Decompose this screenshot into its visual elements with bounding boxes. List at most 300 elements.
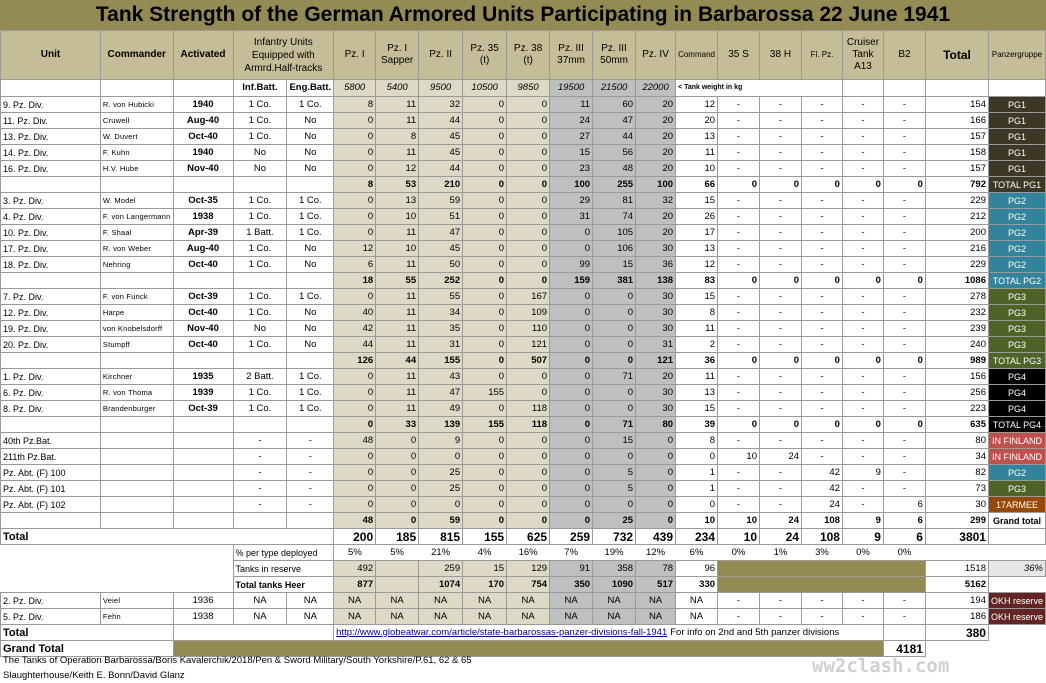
weight-pz-ii: 9500 <box>419 80 463 97</box>
header-pz-iii-50mm: Pz. III 50mm <box>593 31 636 80</box>
cell-pz-35t: 0 <box>463 401 507 417</box>
cell-pz-i-sapper: 11 <box>376 289 419 305</box>
cell-35s: - <box>718 497 760 513</box>
eng-batt: - <box>287 497 334 513</box>
cell-35s: - <box>718 129 760 145</box>
cell-pz-iii-37: 0 <box>550 337 593 353</box>
inf-batt: No <box>233 321 287 337</box>
cell-cruiser-a13: - <box>842 241 883 257</box>
cell-fl-pz: 0 <box>801 273 842 289</box>
panzergruppe-badge: PG2 <box>988 257 1045 273</box>
eng-batt: - <box>287 481 334 497</box>
unit-total: 256 <box>925 385 988 401</box>
cell-35s: - <box>718 145 760 161</box>
inf-batt: 1 Co. <box>233 241 287 257</box>
unit-name: 8. Pz. Div. <box>1 401 101 417</box>
blank-cell <box>1 545 234 561</box>
cell-pz-i-sapper: 8 <box>376 129 419 145</box>
cell-pz-i-sapper: 13 <box>376 193 419 209</box>
inf-batt <box>233 417 287 433</box>
commander-name <box>100 481 173 497</box>
cell-fl-pz: - <box>801 209 842 225</box>
cell-pz-35t: 0 <box>463 145 507 161</box>
commander-name: Harpe <box>100 305 173 321</box>
cell-pz-38t: 0 <box>507 193 550 209</box>
unit-total: 216 <box>925 241 988 257</box>
eng-batt: 1 Co. <box>287 193 334 209</box>
cell-pz-i-sapper: 44 <box>376 353 419 369</box>
eng-batt: No <box>287 305 334 321</box>
cell-command: 10 <box>676 161 718 177</box>
cell-38h: 0 <box>760 353 802 369</box>
pct-pz-i-sapper: 5% <box>390 546 404 558</box>
cell-35s: 0 <box>718 353 760 369</box>
cell-35s: - <box>718 481 760 497</box>
okh-note-cell <box>334 625 884 641</box>
cell-b2: - <box>883 465 925 481</box>
commander-name: R. von Weber <box>100 241 173 257</box>
activated-date: Oct-40 <box>173 129 233 145</box>
unit-total: 200 <box>925 225 988 241</box>
cell-pz-35t: 0 <box>463 241 507 257</box>
header-cruiser-tank-a13: Cruiser Tank A13 <box>842 31 883 80</box>
cell-pz-ii: 45 <box>419 129 463 145</box>
cell-pz-i: NA <box>334 593 376 609</box>
unit-name: 40th Pz.Bat. <box>1 433 101 449</box>
cell-cruiser-a13: - <box>842 593 883 609</box>
activated-date <box>173 481 233 497</box>
cell-pz-35t: 155 <box>463 385 507 401</box>
panzergruppe-badge: TOTAL PG1 <box>988 177 1045 193</box>
subtotal-row <box>1 273 1046 289</box>
cell-pz-ii: 139 <box>419 417 463 433</box>
cell-pz-i: 48 <box>334 513 376 529</box>
cell-pz-iii-37: 159 <box>550 273 593 289</box>
eng-batt: - <box>287 465 334 481</box>
commander-name <box>100 465 173 481</box>
cell-pz-iii-50: 71 <box>593 417 636 433</box>
eng-batt: No <box>287 161 334 177</box>
cell-pz-38t: 0 <box>507 209 550 225</box>
total-grand: 3801 <box>925 529 988 545</box>
grand-total-label: Grand Total <box>1 641 174 657</box>
pct-pz-35t: 4% <box>477 546 492 558</box>
cell-pz-iii-37: 0 <box>550 225 593 241</box>
total-label: Total <box>1 529 334 545</box>
unit-row <box>1 113 1046 129</box>
cell-b2: - <box>883 449 925 465</box>
cell-pz-iv: 0 <box>636 481 676 497</box>
cell-cruiser-a13: - <box>842 497 883 513</box>
panzergruppe-badge: PG3 <box>988 305 1045 321</box>
cell-pz-35t: NA <box>463 593 507 609</box>
cell-pz-iv: 0 <box>636 497 676 513</box>
panzergruppe-badge: PG3 <box>988 321 1045 337</box>
inf-batt: - <box>233 465 287 481</box>
panzergruppe-badge: PG2 <box>988 465 1045 481</box>
cell-pz-i-sapper: 11 <box>376 401 419 417</box>
cell-pz-ii: 59 <box>419 513 463 529</box>
cell-35s: - <box>718 193 760 209</box>
cell-command: 13 <box>676 129 718 145</box>
cell-fl-pz: - <box>801 401 842 417</box>
cell-b2: 0 <box>883 177 925 193</box>
eng-batt <box>287 177 334 193</box>
eng-batt: No <box>287 145 334 161</box>
cell-pz-i: 0 <box>334 145 376 161</box>
heer-total: 5162 <box>925 577 988 593</box>
cell-b2: - <box>883 369 925 385</box>
cell-pz-iii-50: 0 <box>593 449 636 465</box>
cell-pz-38t: 0 <box>507 161 550 177</box>
cell-pz-iii-50: 5 <box>593 481 636 497</box>
cell-b2: - <box>883 305 925 321</box>
cell-pz-i: 0 <box>334 289 376 305</box>
cell-pz-iii-37: 0 <box>550 401 593 417</box>
cell-b2: 0 <box>883 353 925 369</box>
inf-batt: 1 Co. <box>233 385 287 401</box>
cell-pz-i: 8 <box>334 97 376 113</box>
subtotal-row <box>1 353 1046 369</box>
cell-fl-pz: 24 <box>801 497 842 513</box>
weight-pz-iv: 22000 <box>636 80 676 97</box>
total-35s: 10 <box>718 529 760 545</box>
blank-cell <box>988 545 1045 561</box>
cell-pz-iii-50: 255 <box>593 177 636 193</box>
cell-38h: 0 <box>760 177 802 193</box>
cell-b2: - <box>883 257 925 273</box>
cell-command: 8 <box>676 305 718 321</box>
cell-fl-pz: - <box>801 305 842 321</box>
cell-command: NA <box>676 593 718 609</box>
cell-pz-i-sapper: 11 <box>376 369 419 385</box>
cell-command: 13 <box>676 241 718 257</box>
unit-name: 19. Pz. Div. <box>1 321 101 337</box>
eng-batt: 1 Co. <box>287 401 334 417</box>
cell-pz-35t: 0 <box>463 193 507 209</box>
unit-name: 10. Pz. Div. <box>1 225 101 241</box>
inf-batt: 1 Co. <box>233 113 287 129</box>
weight-note: < Tank weight in kg <box>676 80 843 97</box>
inf-batt: 1 Co. <box>233 401 287 417</box>
cell-pz-iv: 0 <box>636 433 676 449</box>
cell-pz-i: 0 <box>334 465 376 481</box>
cell-command: 11 <box>676 321 718 337</box>
cell-38h: - <box>760 209 802 225</box>
eng-batt: NA <box>287 609 334 625</box>
commander-name: R. von Hubicki <box>100 97 173 113</box>
cell-pz-iv: 20 <box>636 129 676 145</box>
cell-pz-iv: 20 <box>636 369 676 385</box>
unit-total: 157 <box>925 161 988 177</box>
cell-pz-35t: 155 <box>463 417 507 433</box>
cell-pz-iii-50: 0 <box>593 353 636 369</box>
cell-command: 0 <box>676 449 718 465</box>
cell-pz-i: 44 <box>334 337 376 353</box>
inf-batt: NA <box>233 593 287 609</box>
cell-pz-35t: 0 <box>463 337 507 353</box>
unit-total: 154 <box>925 97 988 113</box>
unit-total: 212 <box>925 209 988 225</box>
eng-batt: 1 Co. <box>287 209 334 225</box>
cell-pz-iii-37: 29 <box>550 193 593 209</box>
unit-name: Pz. Abt. (F) 100 <box>1 465 101 481</box>
heer-pz-iii-37: 350 <box>550 577 593 593</box>
cell-38h: - <box>760 337 802 353</box>
cell-fl-pz: 108 <box>801 513 842 529</box>
inf-batt: 1 Co. <box>233 129 287 145</box>
total-pz-iv: 439 <box>636 529 676 545</box>
cell-pz-iv: 30 <box>636 385 676 401</box>
cell-command: 12 <box>676 257 718 273</box>
heer-olive-block <box>718 577 926 593</box>
weight-pz-iii-50: 21500 <box>593 80 636 97</box>
cell-pz-i: 0 <box>334 385 376 401</box>
header-pz-38t: Pz. 38 (t) <box>507 31 550 80</box>
eng-batt: No <box>287 257 334 273</box>
cell-pz-i-sapper: 12 <box>376 161 419 177</box>
cell-b2: - <box>883 145 925 161</box>
cell-pz-iv: 0 <box>636 465 676 481</box>
cell-pz-iv: 30 <box>636 305 676 321</box>
total-command: 234 <box>676 529 718 545</box>
cell-35s: - <box>718 433 760 449</box>
reserve-pz-iii-50: 358 <box>593 561 636 577</box>
pct-cruiser-a13: 0% <box>856 546 870 558</box>
unit-name: 20. Pz. Div. <box>1 337 101 353</box>
panzergruppe-badge: PG4 <box>988 369 1045 385</box>
cell-38h: - <box>760 129 802 145</box>
cell-pz-ii: 44 <box>419 161 463 177</box>
pct-command: 6% <box>689 546 704 558</box>
cell-pz-iv: 0 <box>636 513 676 529</box>
cell-pz-i-sapper: 11 <box>376 145 419 161</box>
reserve-total: 1518 <box>925 561 988 577</box>
cell-b2: 6 <box>883 513 925 529</box>
panzergruppe-badge: TOTAL PG2 <box>988 273 1045 289</box>
total-fl-pz: 108 <box>801 529 842 545</box>
heer-pz-35t: 170 <box>463 577 507 593</box>
unit-name: 7. Pz. Div. <box>1 289 101 305</box>
unit-name <box>1 177 101 193</box>
cell-pz-i-sapper: 0 <box>376 513 419 529</box>
panzergruppe-badge: IN FINLAND <box>988 433 1045 449</box>
cell-b2: - <box>883 129 925 145</box>
eng-batt <box>287 513 334 529</box>
cell-pz-38t: 0 <box>507 257 550 273</box>
source-line-2: Slaughterhouse/Keith E. Bonn/David Glanz <box>3 670 185 681</box>
okh-badge: OKH reserve <box>988 593 1045 609</box>
cell-fl-pz: - <box>801 193 842 209</box>
unit-total: 229 <box>925 257 988 273</box>
cell-b2: - <box>883 241 925 257</box>
subtotal-row <box>1 513 1046 529</box>
cell-pz-35t: 0 <box>463 225 507 241</box>
total-pz-35t: 155 <box>463 529 507 545</box>
header-pz-iii-37mm: Pz. III 37mm <box>550 31 593 80</box>
cell-command: 15 <box>676 401 718 417</box>
heer-pz-i-sapper <box>376 577 419 593</box>
eng-batt: 1 Co. <box>287 97 334 113</box>
cell-pz-i-sapper: 11 <box>376 225 419 241</box>
unit-row <box>1 401 1046 417</box>
cell-pz-ii: 47 <box>419 225 463 241</box>
unit-name: Pz. Abt. (F) 102 <box>1 497 101 513</box>
cell-command: 1 <box>676 465 718 481</box>
cell-pz-i: 0 <box>334 161 376 177</box>
cell-pz-iii-50: NA <box>593 609 636 625</box>
blank-cell <box>883 625 925 641</box>
activated-date: 1935 <box>173 369 233 385</box>
unit-total: 232 <box>925 305 988 321</box>
cell-pz-iii-50: 0 <box>593 305 636 321</box>
cell-pz-i: 0 <box>334 401 376 417</box>
watermark: ww2clash.com <box>812 655 950 677</box>
cell-pz-i: 0 <box>334 129 376 145</box>
cell-35s: - <box>718 337 760 353</box>
weight-pz-i: 5800 <box>334 80 376 97</box>
cell-38h: 24 <box>760 449 802 465</box>
commander-name <box>100 497 173 513</box>
cell-35s: - <box>718 321 760 337</box>
panzergruppe-badge: PG1 <box>988 129 1045 145</box>
inf-batt: - <box>233 481 287 497</box>
cell-pz-35t: 0 <box>463 513 507 529</box>
cell-35s: 10 <box>718 449 760 465</box>
activated-date: 1938 <box>173 609 233 625</box>
commander-name <box>100 513 173 529</box>
activated-date: Oct-39 <box>173 289 233 305</box>
cell-b2: 0 <box>883 417 925 433</box>
unit-row <box>1 97 1046 113</box>
heer-pz-ii: 1074 <box>419 577 463 593</box>
reserve-pz-i-sapper <box>376 561 419 577</box>
cell-pz-35t: NA <box>463 609 507 625</box>
okh-row <box>1 609 1046 625</box>
cell-35s: - <box>718 305 760 321</box>
unit-name: 5. Pz. Div. <box>1 609 101 625</box>
total-pz-38t: 625 <box>507 529 550 545</box>
cell-command: 11 <box>676 145 718 161</box>
eng-batt: - <box>287 449 334 465</box>
header-35s: 35 S <box>718 31 760 80</box>
header-panzergruppe: Panzergruppe <box>988 31 1045 80</box>
cell-pz-iii-50: 0 <box>593 321 636 337</box>
pct-35s: 0% <box>731 546 746 558</box>
cell-pz-i-sapper: 53 <box>376 177 419 193</box>
commander-name: F. Kuhn <box>100 145 173 161</box>
cell-b2: 6 <box>883 497 925 513</box>
cell-pz-ii: 45 <box>419 145 463 161</box>
commander-name: H.V. Hube <box>100 161 173 177</box>
inf-batt: - <box>233 497 287 513</box>
header-b2: B2 <box>883 31 925 80</box>
unit-total: 635 <box>925 417 988 433</box>
eng-batt: NA <box>287 593 334 609</box>
unit-row <box>1 305 1046 321</box>
cell-b2: - <box>883 609 925 625</box>
cell-pz-35t: 0 <box>463 289 507 305</box>
cell-pz-iii-50: 56 <box>593 145 636 161</box>
unit-name <box>1 513 101 529</box>
blank-cell <box>1 577 234 593</box>
cell-pz-i: 48 <box>334 433 376 449</box>
header-commander: Commander <box>100 31 173 80</box>
blank-cell <box>1 80 101 97</box>
inf-batt <box>233 353 287 369</box>
cell-pz-iv: 20 <box>636 113 676 129</box>
inf-batt: No <box>233 161 287 177</box>
cell-pz-iii-37: 0 <box>550 369 593 385</box>
eng-batt: 1 Co. <box>287 225 334 241</box>
unit-total: 194 <box>925 593 988 609</box>
cell-pz-ii: 59 <box>419 193 463 209</box>
header-pz-35t: Pz. 35 (t) <box>463 31 507 80</box>
cell-b2: - <box>883 401 925 417</box>
activated-date: Nov-40 <box>173 161 233 177</box>
cell-38h: - <box>760 193 802 209</box>
cell-fl-pz: - <box>801 225 842 241</box>
activated-date <box>173 465 233 481</box>
unit-row <box>1 225 1046 241</box>
eng-batt <box>287 273 334 289</box>
cell-pz-ii: 50 <box>419 257 463 273</box>
activated-date <box>173 497 233 513</box>
okh-total: 380 <box>925 625 988 641</box>
cell-35s: - <box>718 369 760 385</box>
cell-pz-i-sapper: 0 <box>376 465 419 481</box>
cell-38h: - <box>760 145 802 161</box>
okh-total-row <box>1 625 1046 641</box>
pct-pz-iii-37: 7% <box>564 546 578 558</box>
cell-pz-i-sapper: NA <box>376 593 419 609</box>
cell-pz-35t: 0 <box>463 273 507 289</box>
reserve-olive-block <box>718 561 926 577</box>
eng-batt <box>287 417 334 433</box>
cell-38h: - <box>760 609 802 625</box>
cell-pz-i-sapper: 11 <box>376 97 419 113</box>
pct-pz-38t: 16% <box>518 546 538 558</box>
globeatwar-link[interactable]: http://www.globeatwar.com/article/state-barbarossas-panzer-divisions-fall-1941 <box>336 626 668 638</box>
cell-pz-35t: 0 <box>463 497 507 513</box>
cell-pz-ii: 0 <box>419 449 463 465</box>
cell-pz-ii: 45 <box>419 241 463 257</box>
cell-pz-i: 0 <box>334 209 376 225</box>
heer-pz-iv: 517 <box>636 577 676 593</box>
cell-pz-iii-37: 0 <box>550 497 593 513</box>
unit-row <box>1 481 1046 497</box>
blank-cell <box>173 625 334 641</box>
activated-date: Aug-40 <box>173 241 233 257</box>
cell-pz-i-sapper: 0 <box>376 433 419 449</box>
cell-pz-iv: NA <box>636 609 676 625</box>
cell-pz-iii-50: 381 <box>593 273 636 289</box>
cell-pz-i-sapper: 10 <box>376 209 419 225</box>
panzergruppe-badge: Grand total <box>988 513 1045 529</box>
cell-pz-35t: 0 <box>463 353 507 369</box>
cell-38h: - <box>760 497 802 513</box>
pct-fl-pz: 3% <box>815 546 829 558</box>
cell-pz-35t: 0 <box>463 305 507 321</box>
cell-pz-i: 0 <box>334 369 376 385</box>
cell-command: 13 <box>676 385 718 401</box>
cell-cruiser-a13: - <box>842 225 883 241</box>
cell-35s: 0 <box>718 273 760 289</box>
unit-total: 240 <box>925 337 988 353</box>
cell-pz-iii-37: NA <box>550 609 593 625</box>
cell-pz-38t: 0 <box>507 113 550 129</box>
total-38h: 24 <box>760 529 802 545</box>
